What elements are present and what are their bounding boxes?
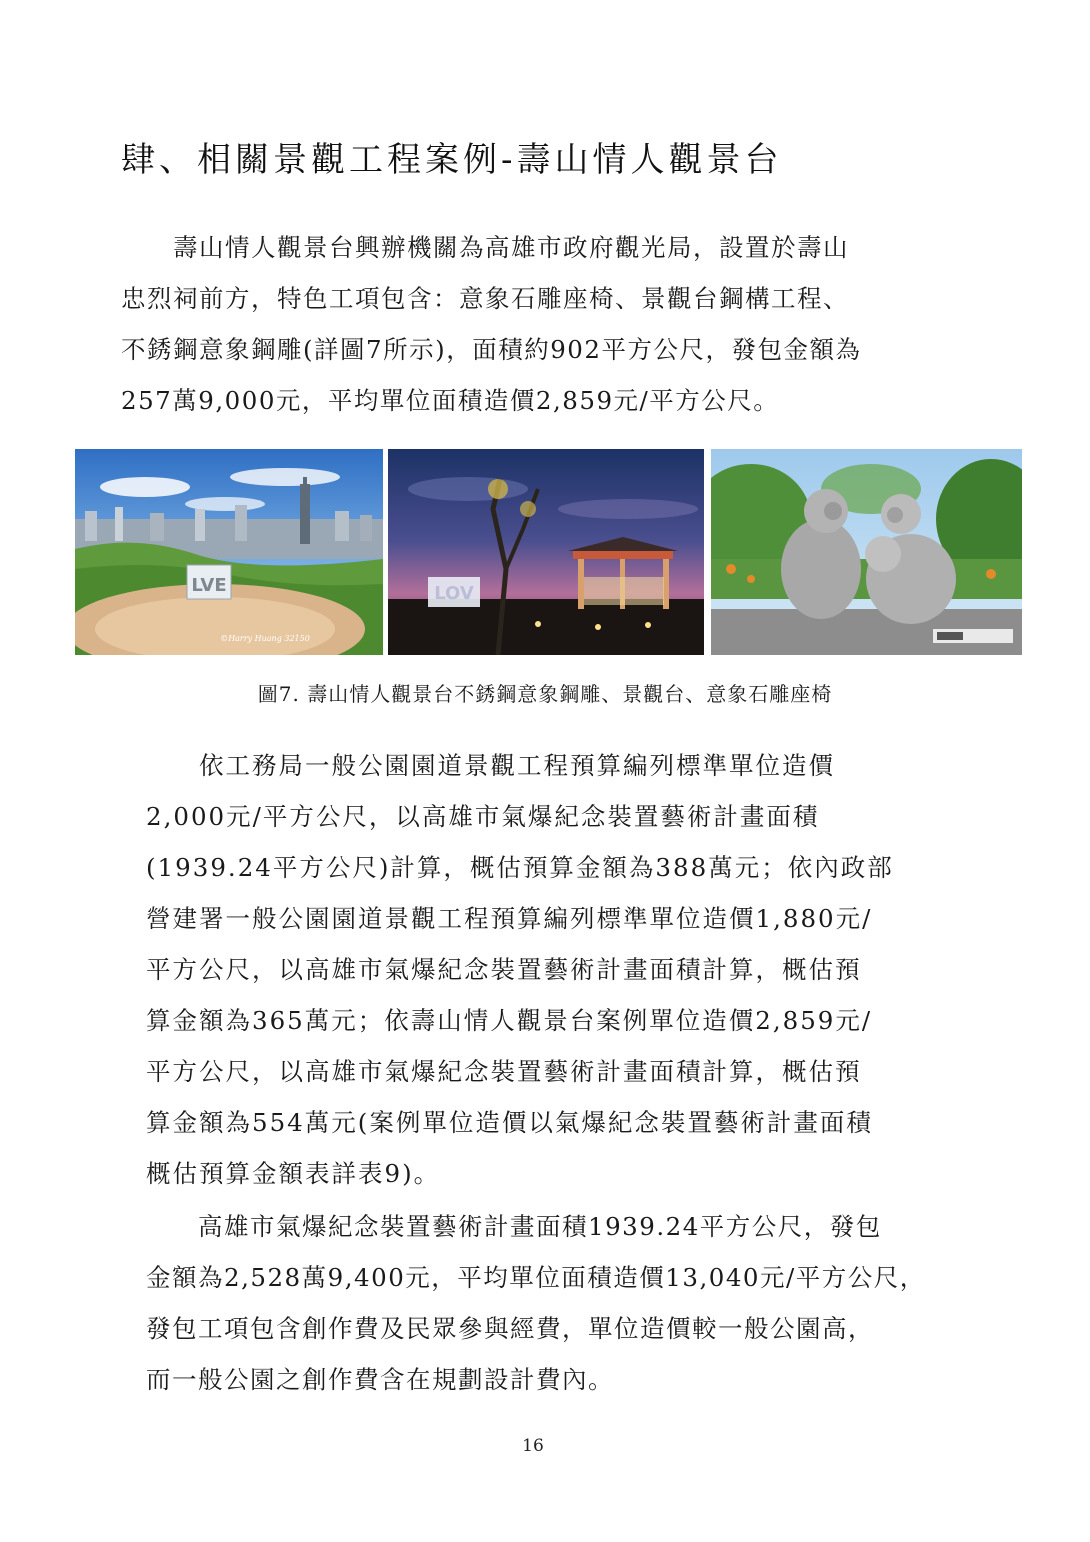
paragraph-line: 忠烈祠前方，特色工項包含：意象石雕座椅、景觀台鋼構工程、 — [121, 284, 849, 313]
figure-caption: 圖7. 壽山情人觀景台不銹鋼意象鋼雕、景觀台、意象石雕座椅 — [257, 682, 833, 706]
paragraph-line: 不銹鋼意象鋼雕(詳圖7所示)，面積約902平方公尺，發包金額為 — [121, 335, 862, 364]
city-view-love-sculpture-photo — [75, 449, 383, 655]
paragraph-line: 營建署一般公園園道景觀工程預算編列標準單位造價1,880元/ — [146, 904, 873, 933]
paragraph-line: 算金額為365萬元；依壽山情人觀景台案例單位造價2,859元/ — [146, 1006, 873, 1035]
figure-7-photos — [75, 449, 1022, 655]
section-heading: 肆、相關景觀工程案例-壽山情人觀景台 — [121, 140, 783, 180]
svg-text:LVE: LVE — [191, 575, 227, 596]
paragraph-line: 平方公尺，以高雄市氣爆紀念裝置藝術計畫面積計算，概估預 — [146, 955, 862, 984]
paragraph-line: 高雄市氣爆紀念裝置藝術計畫面積1939.24平方公尺，發包 — [146, 1212, 882, 1241]
stone-monkey-sculpture-photo — [711, 449, 1022, 655]
paragraph-intro — [121, 222, 861, 426]
paragraph-line: 算金額為554萬元(案例單位造價以氣爆紀念裝置藝術計畫面積 — [146, 1108, 873, 1137]
night-love-sign-pavilion-photo — [388, 449, 704, 655]
page-number: 16 — [522, 1436, 544, 1456]
paragraph-line: 發包工項包含創作費及民眾參與經費，單位造價較一般公園高， — [146, 1314, 874, 1343]
paragraph-line: (1939.24平方公尺)計算，概估預算金額為388萬元；依內政部 — [146, 853, 894, 882]
paragraph-line: 概估預算金額表詳表9)。 — [146, 1159, 441, 1188]
paragraph-line: 依工務局一般公園園道景觀工程預算編列標準單位造價 — [146, 751, 835, 780]
svg-text:LOV: LOV — [434, 583, 474, 604]
paragraph-line: 金額為2,528萬9,400元，平均單位面積造價13,040元/平方公尺， — [146, 1263, 926, 1292]
paragraph-line: 平方公尺，以高雄市氣爆紀念裝置藝術計畫面積計算，概估預 — [146, 1057, 862, 1086]
paragraph-contract-amount — [146, 1201, 926, 1405]
paragraph-line: 壽山情人觀景台興辦機關為高雄市政府觀光局，設置於壽山 — [121, 233, 849, 262]
paragraph-line: 257萬9,000元，平均單位面積造價2,859元/平方公尺。 — [121, 386, 780, 415]
paragraph-line: 2,000元/平方公尺，以高雄市氣爆紀念裝置藝術計畫面積 — [146, 802, 820, 831]
photo-watermark: ©Harry Huang 32150 — [220, 634, 310, 643]
paragraph-line: 而一般公園之創作費含在規劃設計費內。 — [146, 1365, 614, 1394]
paragraph-budget-estimate — [146, 740, 894, 1199]
